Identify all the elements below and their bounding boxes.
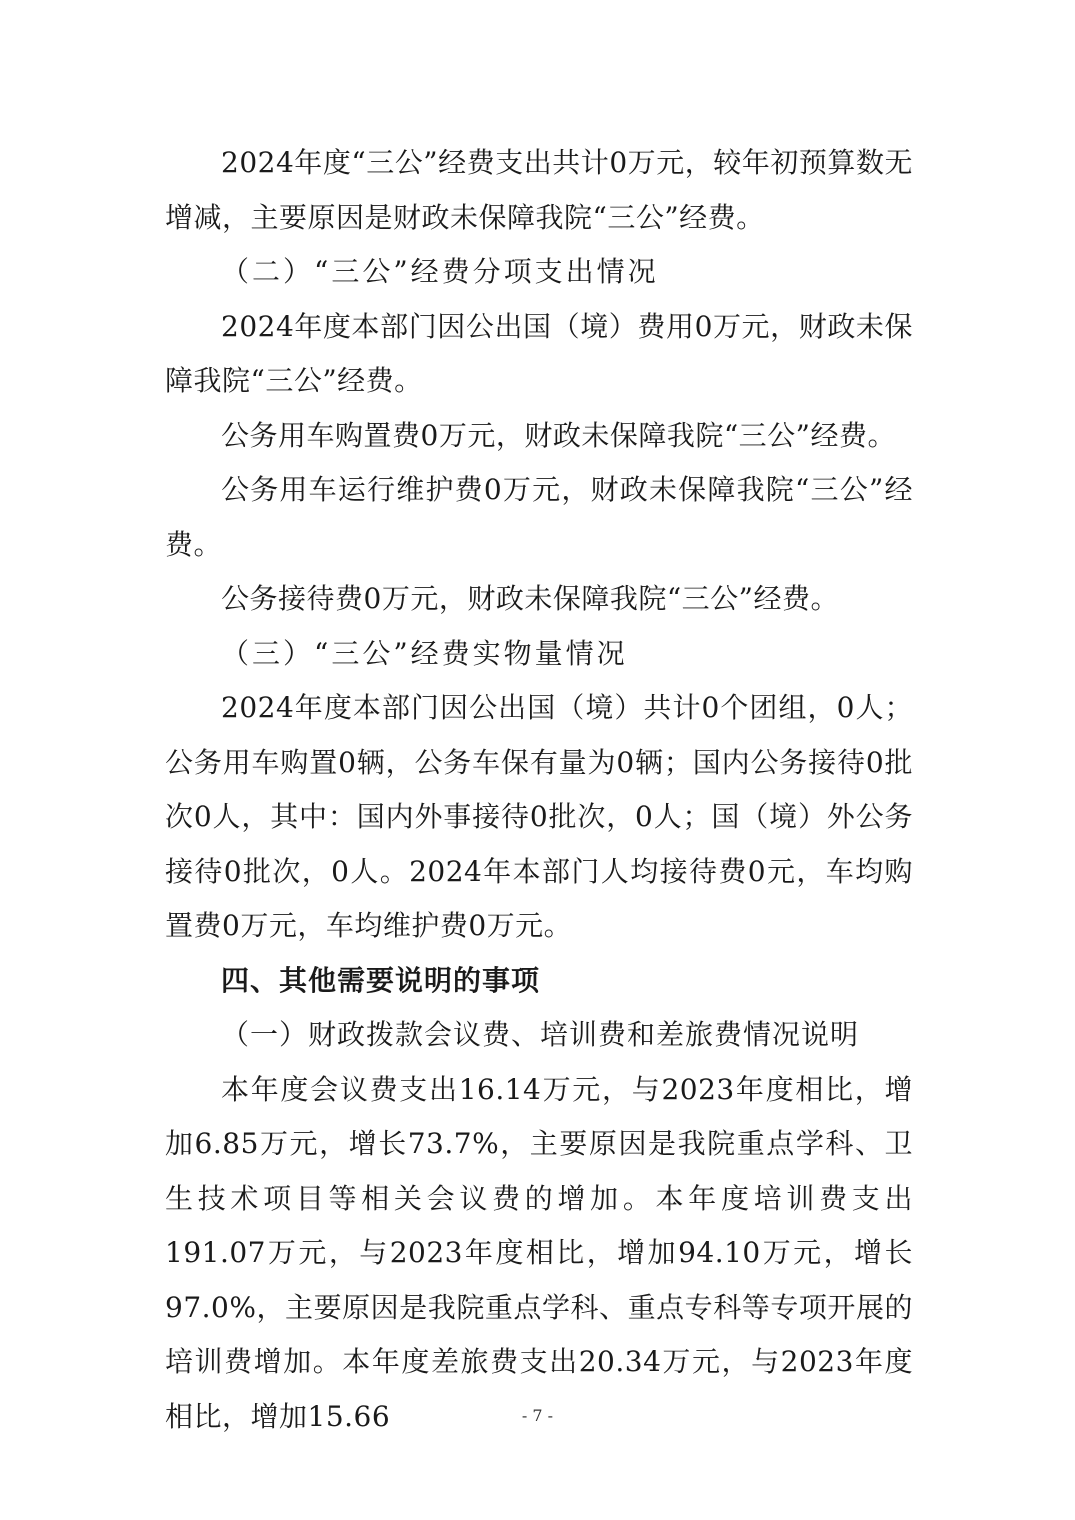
paragraph-overseas-travel: 2024年度本部门因公出国（境）费用0万元，财政未保障我院“三公”经费。	[165, 309, 913, 397]
page-number: - 7 -	[521, 1406, 554, 1425]
document-body	[165, 136, 913, 1444]
section-heading-other-matters: 四、其他需要说明的事项	[221, 963, 541, 997]
heading-meeting-training-travel: （一）财政拨款会议费、培训费和差旅费情况说明	[221, 1018, 860, 1051]
heading-physical-quantity: （三）“三公”经费实物量情况	[221, 636, 628, 670]
heading-itemized-expenditure: （二）“三公”经费分项支出情况	[221, 255, 659, 288]
paragraph-reception: 公务接待费0万元，财政未保障我院“三公”经费。	[221, 582, 839, 615]
paragraph-vehicle-maintenance: 公务用车运行维护费0万元，财政未保障我院“三公”经费。	[165, 473, 913, 561]
paragraph-vehicle-purchase: 公务用车购置费0万元，财政未保障我院“三公”经费。	[221, 418, 896, 452]
paragraph-physical-quantity: 2024年度本部门因公出国（境）共计0个团组，0人；公务用车购置0辆，公务车保有量为0辆；国内公务接待0批次0人，其中：国内外事接待0批次，0人；国（境）外公务接待0批次，0人。2024年本部门人均接待费0元，车均购置费0万元，车均维护费0万元。	[165, 691, 913, 942]
paragraph-sangong-total: 2024年度“三公”经费支出共计0万元，较年初预算数无增减，主要原因是财政未保障我院“三公”经费。	[165, 146, 913, 234]
paragraph-meeting-training-travel: 本年度会议费支出16.14万元，与2023年度相比，增加6.85万元，增长73.7%，主要原因是我院重点学科、卫生技术项目等相关会议费的增加。本年度培训费支出191.07万元，与2023年度相比，增加94.10万元，增长97.0%，主要原因是我院重点学科、重点专科等专项开展的培训费增加。本年度差旅费支出20.34万元，与2023年度相比，增加15.66	[165, 1072, 913, 1433]
